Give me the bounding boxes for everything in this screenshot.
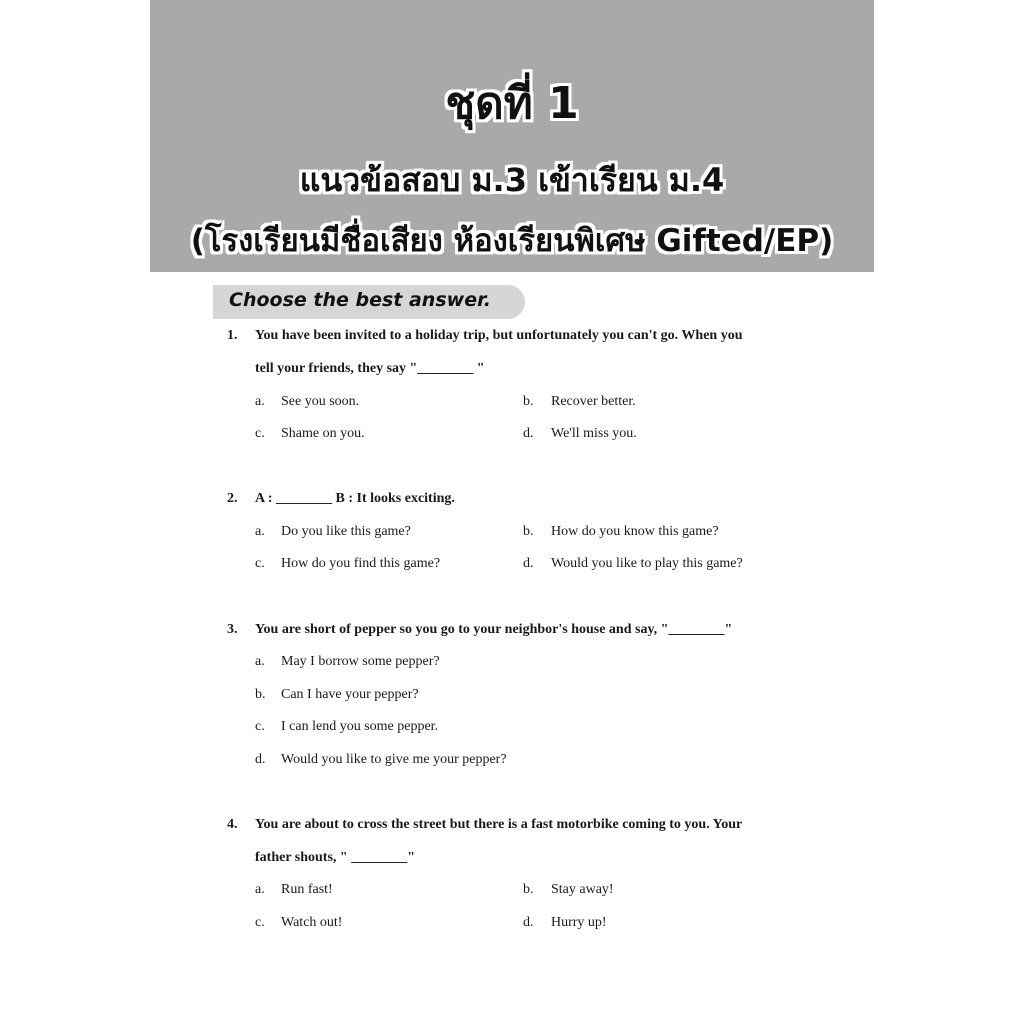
question-text-line: tell your friends, they say "________ " [255,361,485,376]
option-text: Hurry up! [551,915,607,930]
option-text: Shame on you. [281,426,365,441]
option-text: We'll miss you. [551,426,637,441]
option-text: Do you like this game? [281,524,411,539]
option-text: Would you like to give me your pepper? [281,752,507,767]
option-text: Watch out! [281,915,343,930]
option-text: How do you know this game? [551,524,719,539]
question-number: 4. [227,817,238,832]
option-letter: c. [255,915,265,930]
question-text-line: You are short of pepper so you go to your neighbor's house and say, "________" [255,622,733,637]
option-text: May I borrow some pepper? [281,654,440,669]
school-subtitle: (โรงเรียนมีชื่อเสียง ห้องเรียนพิเศษ Gifted/EP) [190,223,834,259]
instruction-text: Choose the best answer. [229,289,491,311]
option-letter: c. [255,556,265,571]
option-letter: c. [255,719,265,734]
question-number: 2. [227,491,238,506]
option-letter: b. [523,524,534,539]
option-letter: c. [255,426,265,441]
question-text-line: You are about to cross the street but there is a fast motorbike coming to you. Your [255,817,743,832]
option-letter: d. [255,752,266,767]
option-letter: a. [255,654,265,669]
option-text: Stay away! [551,882,614,897]
option-letter: d. [523,426,534,441]
question-text-line: A : ________ B : It looks exciting. [255,491,455,506]
option-letter: a. [255,882,265,897]
option-text: Recover better. [551,394,636,409]
option-letter: a. [255,394,265,409]
option-text: How do you find this game? [281,556,441,571]
option-letter: b. [523,394,534,409]
option-text: See you soon. [281,394,360,409]
option-letter: b. [523,882,534,897]
question-text-line: father shouts, " ________" [255,850,415,865]
header-banner [150,0,874,272]
option-letter: d. [523,915,534,930]
option-letter: d. [523,556,534,571]
option-text: Would you like to play this game? [551,556,743,571]
option-text: I can lend you some pepper. [281,719,439,734]
option-letter: b. [255,687,266,702]
set-title: ชุดที่ 1 [445,78,579,129]
question-number: 3. [227,622,238,637]
question-text-line: You have been invited to a holiday trip, but unfortunately you can't go. When you [255,328,743,343]
option-text: Can I have your pepper? [281,687,419,702]
exam-subtitle: แนวข้อสอบ ม.3 เข้าเรียน ม.4 [299,161,725,199]
option-letter: a. [255,524,265,539]
question-number: 1. [227,328,238,343]
instruction-banner [213,285,525,319]
option-text: Run fast! [281,882,333,897]
